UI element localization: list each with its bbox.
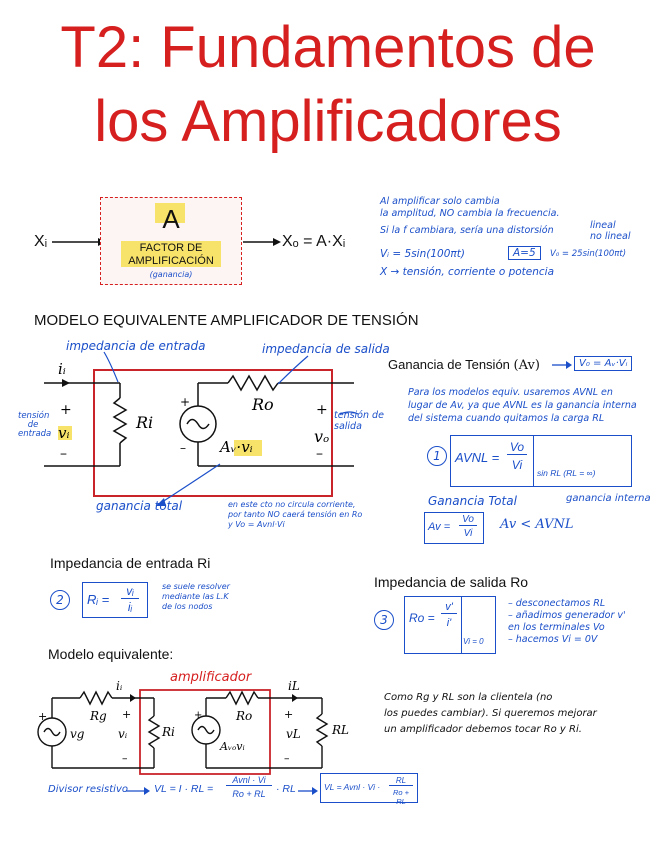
svg-text:+: + bbox=[180, 395, 191, 409]
nota-rg-rl bbox=[384, 690, 654, 738]
label-vi: vᵢ bbox=[58, 424, 70, 442]
svg-text:+: + bbox=[122, 708, 132, 721]
ri-formula-box bbox=[82, 582, 148, 618]
ganancia-para bbox=[408, 386, 656, 425]
label-rl: RL bbox=[332, 723, 350, 737]
ro-step: – añadimos generador v' bbox=[508, 610, 626, 621]
note-vi: Vᵢ = 5sin(100πt) bbox=[380, 248, 465, 260]
block-line1: FACTOR DE bbox=[139, 242, 203, 254]
ri-resistor bbox=[114, 398, 126, 443]
divisor-box-den: Ro + RL bbox=[392, 788, 410, 806]
note-line: en este cto no circula corriente, bbox=[228, 500, 356, 509]
avnl-frac-den: Vi bbox=[511, 458, 523, 472]
number-badge-3: 3 bbox=[374, 610, 394, 630]
rg-resistor bbox=[80, 692, 112, 704]
ro-resistor bbox=[228, 376, 278, 390]
label-rg: Rg bbox=[90, 709, 107, 723]
ro-step: en los terminales Vo bbox=[508, 622, 605, 633]
ro-step: – hacemos Vi = 0V bbox=[508, 634, 598, 645]
tension-entrada-line: de bbox=[27, 420, 39, 430]
svg-text:+: + bbox=[316, 402, 328, 418]
ri-note-line: mediante las L.K bbox=[162, 592, 229, 601]
divisor-box-num: RL bbox=[389, 776, 413, 786]
output-equation: Xₒ = A·Xᵢ bbox=[282, 233, 346, 250]
ri-frac-den: iᵢ bbox=[127, 600, 133, 614]
label-vi2: vᵢ bbox=[118, 727, 128, 741]
avnl-lhs: AVNL = bbox=[455, 450, 500, 465]
block-line2: AMPLIFICACIÓN bbox=[128, 255, 214, 267]
imp-entrada-label: Impedancia de entrada Ri bbox=[50, 555, 211, 571]
svg-text:–: – bbox=[60, 446, 67, 462]
ro-frac-num: v' bbox=[441, 601, 457, 614]
note-no-corriente bbox=[228, 500, 362, 530]
note-line: Al amplificar solo cambia bbox=[380, 196, 500, 207]
svg-text:+: + bbox=[284, 708, 294, 721]
ri-lhs: Rᵢ = bbox=[87, 592, 110, 607]
nota-line: un amplificador debemos tocar Ro y Ri. bbox=[384, 724, 582, 735]
ganancia-av: (Av) bbox=[513, 358, 540, 373]
ri2-resistor bbox=[149, 716, 159, 748]
label-ro: Ro bbox=[252, 395, 274, 414]
rl-resistor bbox=[317, 714, 327, 746]
note-line: la amplitud, NO cambia la frecuencia. bbox=[380, 208, 560, 219]
notes-top bbox=[380, 196, 650, 278]
label-vl: vL bbox=[286, 727, 301, 741]
av-lhs: Av = bbox=[428, 521, 451, 533]
number-badge-2: 2 bbox=[50, 590, 70, 610]
divisor-arrow bbox=[126, 784, 152, 798]
para-line: Para los modelos equiv. usaremos AVNL en bbox=[408, 387, 613, 398]
label-ii: iᵢ bbox=[58, 360, 66, 378]
nota-line: los puedes cambiar). Si queremos mejorar bbox=[384, 708, 597, 719]
svg-text:–: – bbox=[180, 441, 186, 455]
nota-line: Como Rg y RL son la clientela (no bbox=[384, 692, 553, 703]
label-impedancia-salida: impedancia de salida bbox=[262, 342, 390, 356]
av-frac-num: Vo bbox=[459, 514, 477, 526]
ganancia-total-label: Ganancia Total bbox=[428, 494, 517, 508]
label-ri: Ri bbox=[136, 413, 154, 432]
divisor-frac-num: Avnl · Vi bbox=[226, 775, 272, 786]
note-x: X → tensión, corriente o potencia bbox=[380, 266, 555, 278]
avnl-formula-box bbox=[450, 435, 632, 487]
divisor-result-box bbox=[320, 773, 418, 806]
modelo-label: Modelo equivalente: bbox=[48, 646, 174, 662]
label-ri2: Ri bbox=[162, 725, 175, 739]
tension-entrada-line: entrada bbox=[18, 429, 52, 439]
amplificador-label: amplificador bbox=[170, 670, 252, 685]
ro-formula-box bbox=[404, 596, 496, 654]
note-no-lineal: no lineal bbox=[590, 231, 631, 242]
svg-text:–: – bbox=[284, 752, 290, 765]
note-lineal: lineal bbox=[590, 220, 616, 231]
ganancia-interna-label: ganancia interna bbox=[566, 493, 651, 504]
note-line: y Vo = Avnl·Vi bbox=[228, 520, 285, 529]
label-ganancia-total: ganancia total bbox=[96, 499, 183, 513]
ri-note bbox=[162, 582, 230, 612]
ganancia-label-text: Ganancia de Tensión bbox=[388, 357, 510, 372]
ro-lhs: Ro = bbox=[409, 611, 435, 625]
svg-text:–: – bbox=[316, 446, 323, 462]
ro-steps bbox=[508, 598, 626, 646]
section-tension-title: MODELO EQUIVALENTE AMPLIFICADOR DE TENSIÓN bbox=[34, 312, 419, 329]
note-line: Si la f cambiara, sería una distorsión bbox=[380, 225, 554, 236]
ganancia-box: V₀ = Aᵥ·Vᵢ bbox=[574, 356, 632, 371]
note-line: por tanto NO caerá tensión en Ro bbox=[228, 510, 363, 519]
ri-note-line: se suele resolver bbox=[162, 582, 230, 591]
tension-salida-line: tensión de bbox=[334, 410, 384, 421]
divisor-frac-den: Ro + RL bbox=[232, 789, 266, 799]
divisor-box-lhs: VL = Avnl · Vi · bbox=[324, 782, 381, 792]
divisor-tail: · RL bbox=[276, 783, 296, 795]
note-vo: V₀ = 25sin(100πt) bbox=[550, 249, 627, 259]
page-title-line1: T2: Fundamentos de bbox=[60, 15, 596, 80]
label-source: Aᵥ·vᵢ bbox=[220, 438, 253, 456]
amplification-block bbox=[100, 197, 242, 285]
ro-frac-den: i' bbox=[446, 617, 452, 629]
note-a-box: A=5 bbox=[508, 246, 541, 260]
ro-step: – desconectamos RL bbox=[508, 598, 606, 609]
av-inequality: Av < AVNL bbox=[500, 517, 574, 532]
block-symbol: A bbox=[162, 204, 180, 234]
divisor-label: Divisor resistivo bbox=[48, 784, 128, 795]
tension-entrada-line: tensión bbox=[18, 411, 50, 421]
ro2-resistor bbox=[226, 692, 258, 704]
svg-text:+: + bbox=[38, 710, 48, 723]
svg-text:–: – bbox=[122, 752, 128, 765]
av-formula-box bbox=[424, 512, 484, 544]
avnl-condition: sin RL (RL = ∞) bbox=[537, 468, 596, 478]
tension-salida-line: salida bbox=[334, 421, 362, 432]
ganancia-label bbox=[388, 357, 540, 373]
label-vo: vₒ bbox=[314, 427, 330, 446]
para-line: lugar de Av, ya que AVNL es la ganancia interna bbox=[408, 400, 637, 411]
para-line: del sistema cuando quitamos la carga RL bbox=[408, 413, 605, 424]
label-ro2: Ro bbox=[236, 709, 253, 723]
label-tension-entrada bbox=[18, 411, 52, 439]
ro-condition: Vi = 0 bbox=[463, 637, 484, 646]
label-vg: vg bbox=[70, 727, 85, 741]
block-sub: (ganancia) bbox=[149, 270, 193, 279]
label-impedancia-entrada: impedancia de entrada bbox=[66, 339, 206, 353]
output-arrow bbox=[241, 232, 285, 252]
svg-text:+: + bbox=[194, 710, 203, 721]
label-tension-salida bbox=[334, 410, 384, 432]
divisor-arrow-2 bbox=[298, 784, 320, 798]
label-ii2: iᵢ bbox=[116, 679, 123, 693]
avnl-frac-num: Vo bbox=[507, 440, 527, 455]
page-title-line2: los Amplificadores bbox=[94, 89, 562, 154]
svg-text:+: + bbox=[60, 402, 72, 418]
ganancia-arrow bbox=[552, 358, 574, 372]
ri-note-line: de los nodos bbox=[162, 602, 213, 611]
imp-salida-label: Impedancia de salida Ro bbox=[374, 574, 529, 590]
label-il: iL bbox=[288, 679, 300, 693]
input-xi-label: Xᵢ bbox=[34, 233, 48, 250]
number-badge-1: 1 bbox=[427, 446, 447, 466]
label-avo: Aᵥₒvᵢ bbox=[220, 740, 245, 753]
ri-frac-num: vᵢ bbox=[121, 584, 139, 599]
divisor-eq1: VL = I · RL = bbox=[154, 783, 214, 795]
av-frac-den: Vi bbox=[463, 528, 473, 539]
